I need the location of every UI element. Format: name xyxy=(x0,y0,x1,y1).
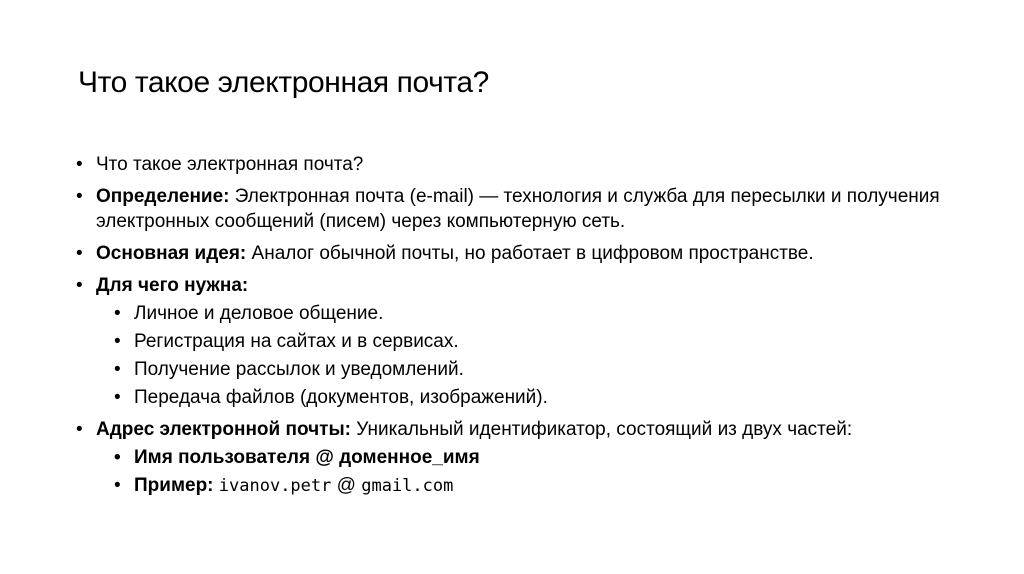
bullet-list xyxy=(76,152,976,499)
list-item: • Получение рассылок и уведомлений. xyxy=(114,357,976,382)
email-address-text: Уникальный идентификатор, состоящий из двух частей: xyxy=(351,419,853,440)
example-at: @ xyxy=(336,475,356,496)
slide-content xyxy=(76,152,976,506)
example-domain: gmail.com xyxy=(361,476,454,496)
email-address-sublist xyxy=(114,445,976,499)
bullet-email-address xyxy=(76,417,976,499)
example-user: ivanov.petr xyxy=(218,476,332,496)
bullet-definition xyxy=(76,184,976,234)
list-item: • Личное и деловое общение. xyxy=(114,301,976,326)
definition-text: Электронная почта (e-mail) — технология и служба для пересылки и получения электронных сообщений (писем) через компьютерную сеть. xyxy=(96,186,940,232)
bullet-purpose xyxy=(76,273,976,410)
purpose-sublist xyxy=(114,301,976,410)
definition-label: Определение: xyxy=(96,186,230,207)
bullet-question-text: Что такое электронная почта? xyxy=(96,154,364,175)
slide-title: Что такое электронная почта? xyxy=(78,66,489,99)
email-address-label: Адрес электронной почты: xyxy=(96,419,351,440)
list-item: • Передача файлов (документов, изображений). xyxy=(114,385,976,410)
main-idea-label: Основная идея: xyxy=(96,243,247,264)
bullet-question xyxy=(76,152,976,177)
list-item: • Регистрация на сайтах и в сервисах. xyxy=(114,329,976,354)
address-format: • Имя пользователя @ доменное_имя xyxy=(114,445,976,470)
example-label: Пример: xyxy=(134,475,214,496)
bullet-main-idea xyxy=(76,241,976,266)
purpose-label: Для чего нужна: xyxy=(96,275,249,296)
address-example xyxy=(114,473,976,499)
main-idea-text: Аналог обычной почты, но работает в цифровом пространстве. xyxy=(246,243,814,264)
